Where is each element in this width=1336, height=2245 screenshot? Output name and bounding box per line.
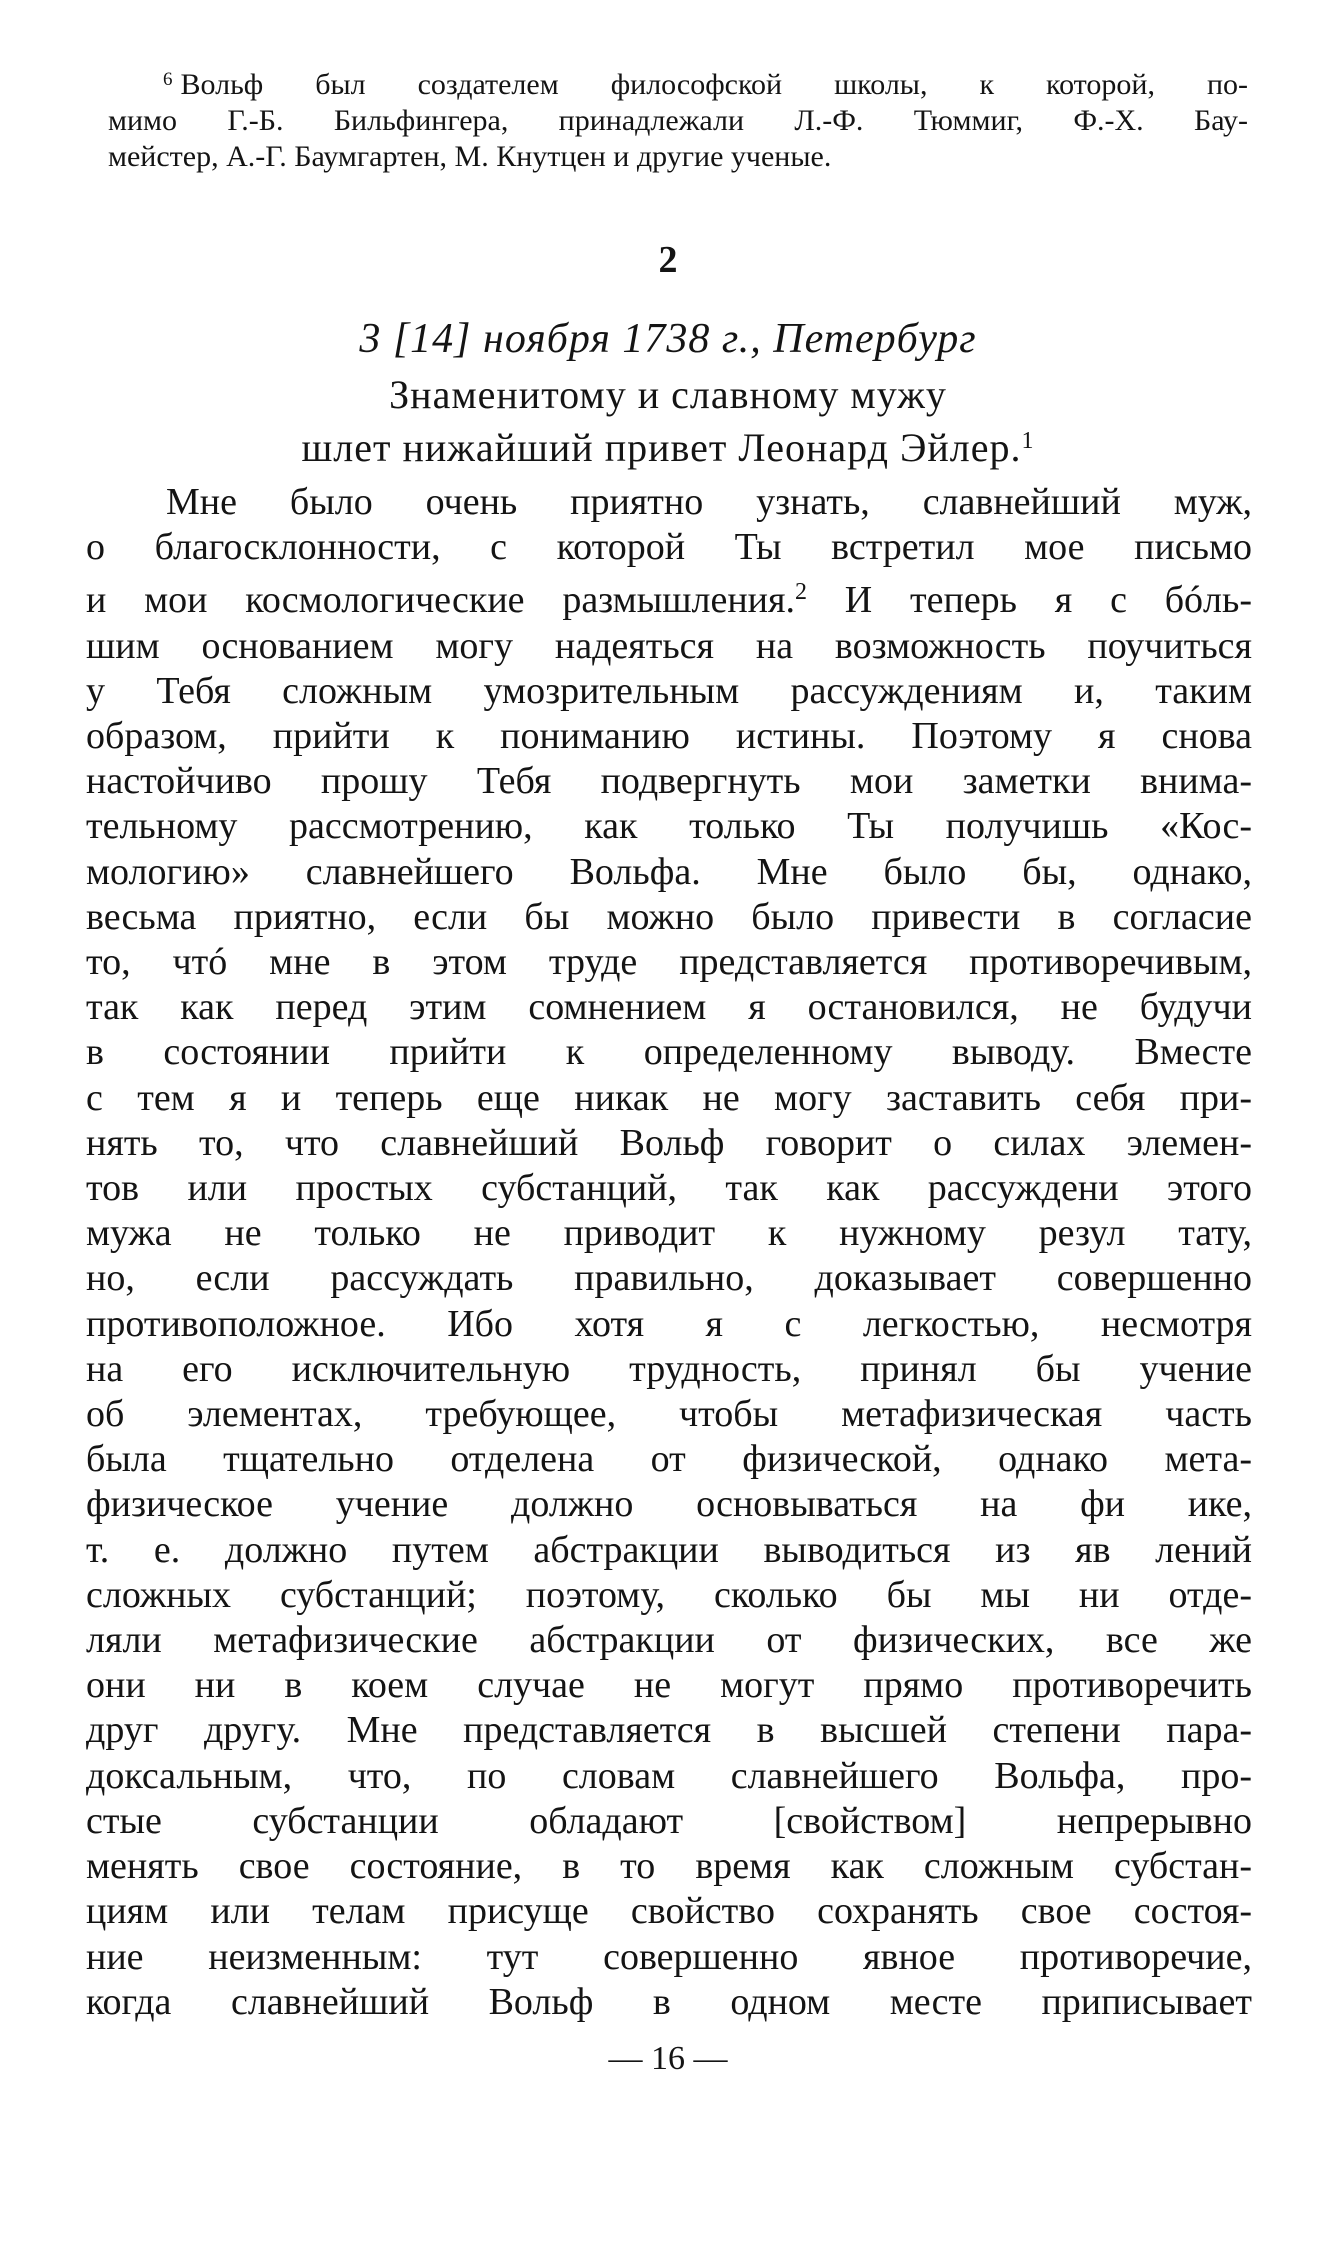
body-line: настойчиво прошу Тебя подвергнуть мои заметки внима- [86, 760, 1252, 803]
body-line: физическое учение должно основываться на фи ике, [86, 1483, 1252, 1526]
body-line: ляли метафизические абстракции от физических, все же [86, 1619, 1252, 1662]
letter-body [86, 480, 1252, 2025]
body-line: на его исключительную трудность, принял бы учение [86, 1347, 1252, 1390]
body-line: в состоянии прийти к определенному выводу. Вместе [86, 1031, 1252, 1074]
body-line: но, если рассуждать правильно, доказывает совершенно [86, 1257, 1252, 1300]
body-line: доксальным, что, по словам славнейшего Вольфа, про- [86, 1754, 1252, 1797]
body-line: у Тебя сложным умозрительным рассуждениям и, таким [86, 669, 1252, 712]
body-line: так как перед этим сомнением я остановился, не будучи [86, 986, 1252, 1029]
body-line: тов или простых субстанций, так как рассуждени этого [86, 1167, 1252, 1210]
footnote [108, 62, 1248, 175]
footnote-line: $^6$ Вольф был создателем философской школы, к которой, по- [163, 68, 1248, 101]
salutation-line: Знаменитому и славному мужу [389, 372, 947, 417]
page-number: — 16 — [608, 2040, 728, 2077]
footnote-line: мейстер, А.-Г. Баумгартен, М. Кнутцен и другие ученые. [108, 140, 832, 173]
salutation-line: шлет нижайший привет Леонард Эйлер.$^1$ [301, 425, 1035, 470]
footnote-reference: 2 [794, 579, 807, 606]
body-line: шим основанием могу надеяться на возможность поучиться [86, 624, 1252, 667]
body-line: об элементах, требующее, чтобы метафизическая часть [86, 1393, 1252, 1436]
body-line: то, чтó мне в этом труде представляется противоречивым, [86, 941, 1252, 984]
body-line: мологию» славнейшего Вольфа. Мне было бы, однако, [86, 850, 1252, 893]
body-line: т. е. должно путем абстракции выводиться из яв лений [86, 1528, 1252, 1571]
footnote-marker: 6 [163, 69, 173, 90]
salutation [0, 372, 1336, 471]
body-line: стые субстанции обладают [свойством] непрерывно [86, 1799, 1252, 1842]
body-line: с тем я и теперь еще никак не могу заставить себя при- [86, 1076, 1252, 1119]
footnote-line: мимо Г.-Б. Бильфингера, принадлежали Л.-Ф. Тюммиг, Ф.-Х. Бау- [108, 104, 1248, 137]
body-line: весьма приятно, если бы можно было привести в согласие [86, 895, 1252, 938]
body-line: ние неизменным: тут совершенно явное противоречие, [86, 1935, 1252, 1978]
body-line: была тщательно отделена от физической, однако мета- [86, 1438, 1252, 1481]
body-line: сложных субстанций; поэтому, сколько бы мы ни отде- [86, 1573, 1252, 1616]
body-line: образом, прийти к пониманию истины. Поэтому я снова [86, 715, 1252, 758]
body-line: и мои космологические размышления.$^2$ И теперь я с бóль- [86, 579, 1253, 622]
body-line: когда славнейший Вольф в одном месте приписывает [86, 1980, 1252, 2023]
body-lines [86, 624, 1252, 2025]
body-line: нять то, что славнейший Вольф говорит о силах элемен- [86, 1121, 1252, 1164]
body-line: о благосклонности, с которой Ты встретил мое письмо [86, 526, 1252, 569]
dateline: 3 [14] ноября 1738 г., Петербург [359, 316, 977, 362]
document-number: 2 [658, 239, 678, 281]
body-line: тельному рассмотрению, как только Ты получишь «Кос- [86, 805, 1252, 848]
body-line: менять свое состояние, в то время как сложным субстан- [86, 1845, 1252, 1888]
body-line: мужа не только не приводит к нужному резул тату, [86, 1212, 1252, 1255]
body-line: друг другу. Мне представляется в высшей степени пара- [86, 1709, 1252, 1752]
body-line: они ни в коем случае не могут прямо противоречить [86, 1664, 1252, 1707]
body-line: противоположное. Ибо хотя я с легкостью, несмотря [86, 1302, 1252, 1345]
body-line: Мне было очень приятно узнать, славнейший муж, [166, 481, 1252, 523]
body-line: циям или телам присуще свойство сохранять свое состоя- [86, 1890, 1252, 1933]
footnote-reference: 1 [1021, 428, 1035, 454]
